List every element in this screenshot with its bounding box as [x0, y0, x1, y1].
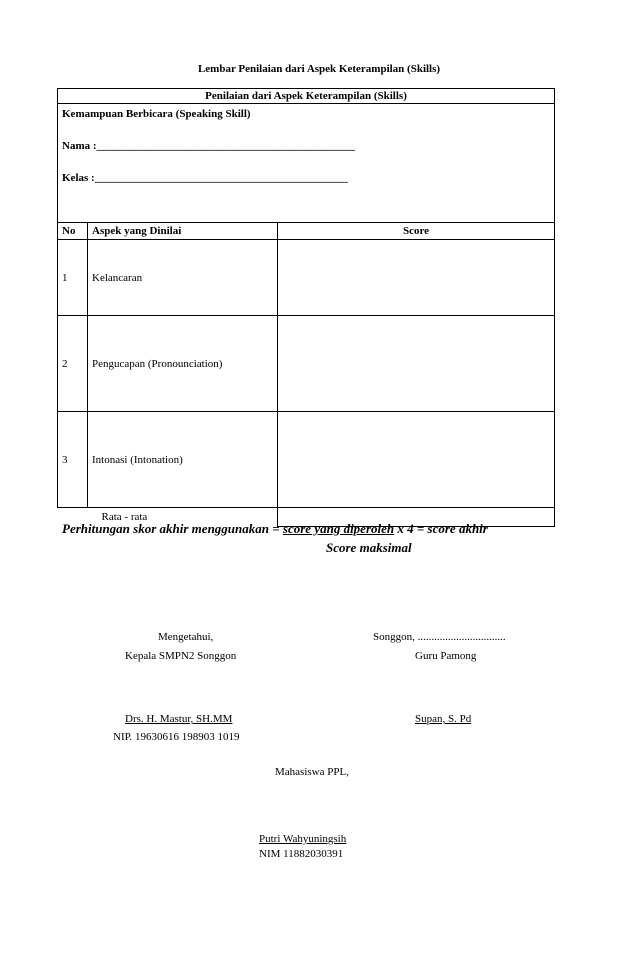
- right-heading: Songgon, ................................: [373, 631, 506, 643]
- left-heading: Mengetahui,: [158, 631, 214, 643]
- assessment-table: [57, 88, 555, 527]
- score-cell[interactable]: [278, 316, 555, 412]
- center-nim: NIM 11882030391: [259, 848, 344, 860]
- score-formula: [62, 521, 488, 537]
- formula-numerator: score yang diperoleh: [282, 521, 395, 536]
- left-role: Kepala SMPN2 Songgon: [125, 650, 237, 662]
- average-label: Rata - rata: [58, 508, 278, 527]
- formula-denominator: Score maksimal: [326, 540, 412, 555]
- center-signatory-name: Putri Wahyuningsih: [259, 833, 347, 845]
- left-signatory-name: Drs. H. Mastur, SH.MM: [125, 713, 233, 725]
- score-cell[interactable]: [278, 240, 555, 316]
- row-aspek: Pengucapan (Pronounciation): [88, 316, 278, 412]
- row-number: 2: [58, 316, 88, 412]
- skill-label: Kemampuan Berbicara (Speaking Skill): [62, 108, 251, 120]
- column-header-no: No: [58, 223, 88, 240]
- row-number: 3: [58, 412, 88, 508]
- row-number: 1: [58, 240, 88, 316]
- nama-field[interactable]: Nama :_______________________________________________: [62, 140, 356, 152]
- row-aspek: Intonasi (Intonation): [88, 412, 278, 508]
- column-header-aspek: Aspek yang Dinilai: [88, 223, 278, 240]
- left-nip: NIP. 19630616 198903 1019: [113, 731, 240, 743]
- right-role: Guru Pamong: [415, 650, 477, 662]
- center-role: Mahasiswa PPL,: [275, 766, 349, 778]
- table-row: [58, 240, 555, 316]
- column-header-score: Score: [278, 223, 555, 240]
- right-signatory-name: Supan, S. Pd: [415, 713, 472, 725]
- score-cell[interactable]: [278, 412, 555, 508]
- table-header: Penilaian dari Aspek Keterampilan (Skills): [58, 89, 555, 104]
- row-aspek: Kelancaran: [88, 240, 278, 316]
- column-header-row: [58, 223, 555, 240]
- kelas-field[interactable]: Kelas :______________________________________________: [62, 172, 348, 184]
- document-title: Lembar Penilaian dari Aspek Keterampilan (Skills): [197, 63, 441, 75]
- formula-suffix: x 4 = score akhir: [394, 521, 488, 536]
- table-row: [58, 316, 555, 412]
- table-row: [58, 412, 555, 508]
- student-info-cell: [58, 104, 555, 223]
- formula-prefix: Perhitungan skor akhir menggunakan =: [62, 521, 283, 536]
